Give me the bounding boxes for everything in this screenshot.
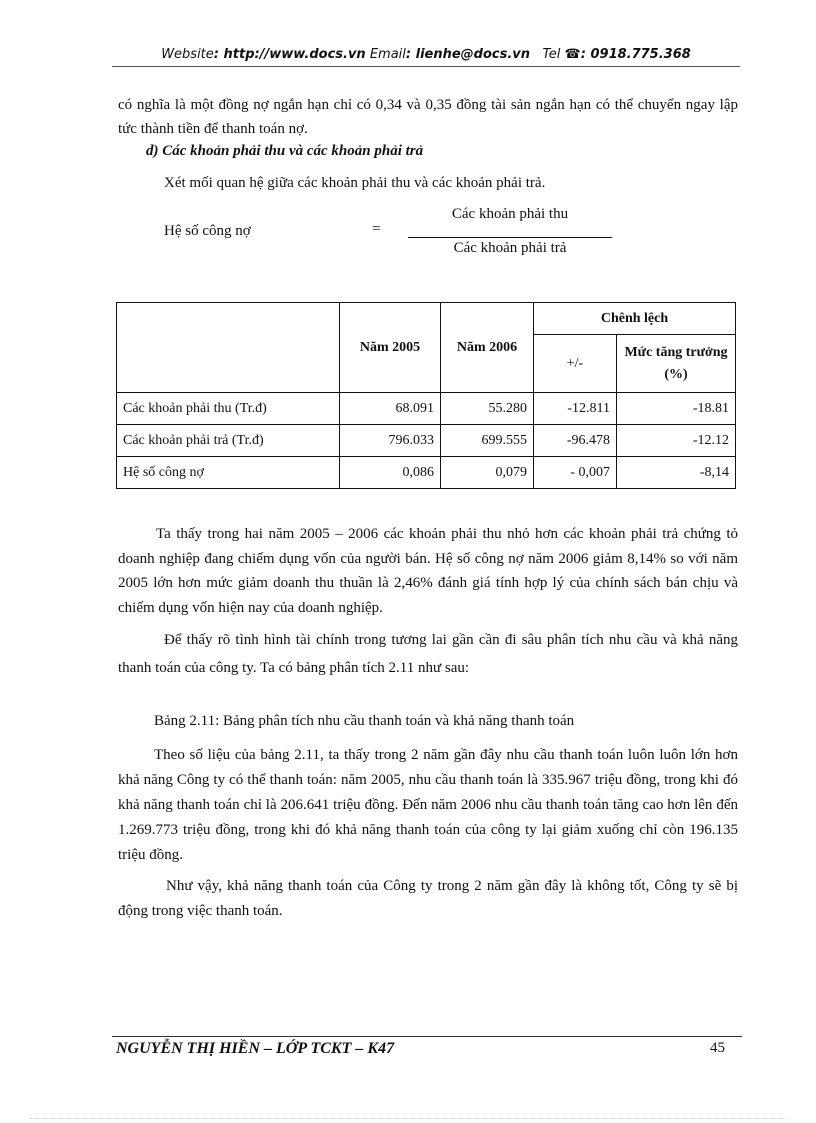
formula-equals: =	[372, 221, 381, 237]
analysis-paragraph-3: Theo số liệu của bảng 2.11, ta thấy trong 2 năm gần đây nhu cầu thanh toán luôn luôn lớn hơn khả năng Công ty có thể thanh toán: năm 2005, nhu cầu thanh toán là 335.967 triệu đồng, trong khi đó khả năng thanh toán chỉ là 206.641 triệu đồng. Đến năm 2006 nhu cầu thanh toán tăng cao hơn lên đến 1.269.773 triệu đồng, trong khi đó khả năng thanh toán của công ty lại giảm xuống chỉ còn 196.135 triệu đồng.	[118, 747, 738, 863]
intro-paragraph: có nghĩa là một đồng nợ ngắn hạn chỉ có 0,34 và 0,35 đồng tài sản ngắn hạn có thể chuyển ngay lập tức thành tiền để thanh toán nợ.	[118, 97, 738, 137]
cell-2005: 0,086	[340, 457, 441, 489]
analysis-paragraph-4: Như vậy, khả năng thanh toán của Công ty trong 2 năm gần đây là không tốt, Công ty sẽ bị động trong việc thanh toán.	[118, 878, 738, 919]
row-label: Các khoản phải thu (Tr.đ)	[117, 393, 340, 425]
table-header-blank	[117, 303, 340, 393]
table-row	[117, 425, 736, 457]
phone-icon: ☎	[564, 47, 581, 62]
relation-text: Xét mối quan hệ giữa các khoản phải thu và các khoản phải trả.	[164, 175, 546, 191]
cell-abs: -96.478	[534, 425, 617, 457]
cell-pct: -12.12	[617, 425, 736, 457]
cell-pct: -18.81	[617, 393, 736, 425]
header-divider	[112, 66, 740, 67]
fraction-bar	[408, 237, 612, 238]
footer-author: NGUYỄN THỊ HIỀN – LỚP TCKT – K47	[116, 1040, 395, 1057]
formula-label: Hệ số công nợ	[164, 223, 251, 239]
email-label: Email	[369, 47, 406, 62]
website-link[interactable]: : http://www.docs.vn	[213, 47, 366, 62]
row-label: Các khoản phải trả (Tr.đ)	[117, 425, 340, 457]
cell-abs: - 0,007	[534, 457, 617, 489]
header-year-2005: Năm 2005	[340, 303, 441, 393]
cell-abs: -12.811	[534, 393, 617, 425]
header-diff-pct: Mức tăng trưởng (%)	[617, 335, 736, 393]
row-label: Hệ số công nợ	[117, 457, 340, 489]
cell-2005: 796.033	[340, 425, 441, 457]
debt-ratio-table	[116, 302, 736, 489]
header-diff-abs: +/-	[534, 335, 617, 393]
header-difference: Chênh lệch	[534, 303, 736, 335]
cell-2006: 699.555	[441, 425, 534, 457]
header-year-2006: Năm 2006	[441, 303, 534, 393]
email-link[interactable]: : lienhe@docs.vn	[405, 47, 531, 62]
cell-pct: -8,14	[617, 457, 736, 489]
analysis-paragraph-2: Để thấy rõ tình hình tài chính trong tương lai gần cần đi sâu phân tích nhu cầu và khả năng thanh toán của công ty. Ta có bảng phân tích 2.11 như sau:	[118, 632, 738, 676]
formula-denominator: Các khoản phải trả	[453, 240, 567, 256]
page-bottom-border	[30, 1118, 786, 1119]
website-label: Website	[161, 47, 214, 62]
table-caption: Bảng 2.11: Bảng phân tích nhu cầu thanh toán và khả năng thanh toán	[154, 713, 575, 729]
page-header	[112, 47, 740, 62]
formula-numerator: Các khoản phải thu	[451, 206, 569, 222]
footer-divider	[112, 1036, 742, 1037]
tel-value: : 0918.775.368	[580, 47, 691, 62]
table-row	[117, 457, 736, 489]
page-number: 45	[710, 1040, 725, 1056]
analysis-paragraph-1: Ta thấy trong hai năm 2005 – 2006 các khoản phải thu nhỏ hơn các khoản phải trả chứng tỏ doanh nghiệp đang chiếm dụng vốn của người bán. Hệ số công nợ năm 2006 giảm 8,14% so với năm 2005 lớn hơn mức giảm doanh thu thuần là 2,46% đánh giá tính hợp lý của chính sách bán chịu và chiếm dụng vốn hiện nay của doanh nghiệp.	[118, 526, 738, 616]
tel-label: Tel	[542, 47, 561, 62]
cell-2006: 0,079	[441, 457, 534, 489]
section-heading: d) Các khoản phải thu và các khoản phải trả	[146, 143, 424, 159]
cell-2006: 55.280	[441, 393, 534, 425]
table-row	[117, 393, 736, 425]
cell-2005: 68.091	[340, 393, 441, 425]
